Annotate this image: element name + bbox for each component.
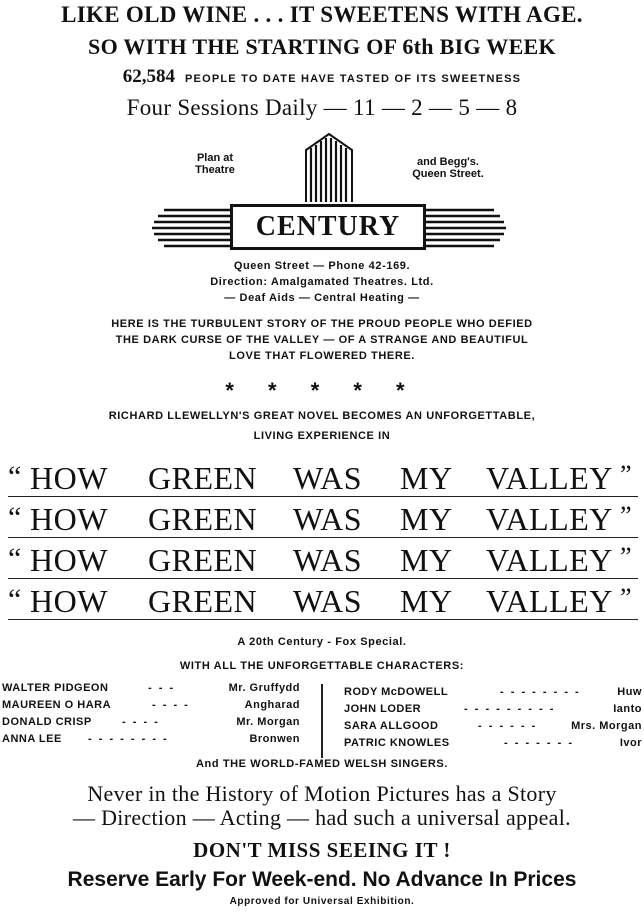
cast-row bbox=[344, 684, 642, 701]
cast-role: Mrs. Morgan bbox=[571, 720, 642, 732]
cast-leader: - - - - - - - - bbox=[88, 733, 169, 745]
cast-actor: SARA ALLGOOD bbox=[344, 720, 439, 732]
title-word-how: HOW bbox=[30, 542, 108, 578]
close-quote: ” bbox=[620, 460, 633, 489]
close-quote: ” bbox=[620, 542, 633, 571]
film-title-row bbox=[8, 581, 638, 620]
open-quote: “ bbox=[8, 542, 22, 575]
title-word-was: WAS bbox=[293, 583, 363, 619]
title-word-valley: VALLEY bbox=[486, 583, 613, 619]
cast-role: Angharad bbox=[244, 699, 300, 711]
never-in-history bbox=[0, 782, 644, 830]
cast-leader: - - - - bbox=[122, 716, 160, 728]
plan-at-theatre: Plan at Theatre bbox=[195, 152, 235, 176]
title-word-valley: VALLEY bbox=[486, 501, 613, 537]
dont-miss-banner: DON'T MISS SEEING IT ! bbox=[193, 838, 451, 862]
cast-actor: PATRIC KNOWLES bbox=[344, 737, 450, 749]
cast-actor: ANNA LEE bbox=[2, 733, 62, 745]
title-word-green: GREEN bbox=[148, 501, 258, 537]
story-line-2: THE DARK CURSE OF THE VALLEY — OF A STRANGE AND BEAUTIFUL bbox=[115, 334, 529, 346]
headline-line-2: SO WITH THE STARTING OF 6th BIG WEEK bbox=[88, 34, 556, 59]
star-divider: * * * * * bbox=[225, 378, 419, 403]
theatre-name: CENTURY bbox=[255, 211, 401, 242]
approved-line: Approved for Universal Exhibition. bbox=[229, 896, 415, 907]
title-word-my: MY bbox=[400, 583, 453, 619]
title-word-my: MY bbox=[400, 460, 453, 496]
cast-actor: DONALD CRISP bbox=[2, 716, 92, 728]
cast-actor: JOHN LODER bbox=[344, 703, 422, 715]
open-quote: “ bbox=[8, 583, 22, 616]
story-line-3: LOVE THAT FLOWERED THERE. bbox=[229, 350, 415, 362]
cast-leader: - - - bbox=[148, 682, 176, 694]
novel-line-2: LIVING EXPERIENCE IN bbox=[253, 430, 391, 442]
fox-special: A 20th Century - Fox Special. bbox=[237, 636, 407, 648]
title-word-my: MY bbox=[400, 542, 453, 578]
cast-actor: RODY McDOWELL bbox=[344, 686, 449, 698]
headline-line-1: LIKE OLD WINE . . . IT SWEETENS WITH AGE. bbox=[61, 2, 583, 27]
plan-at-beggs: and Begg's. Queen Street. bbox=[412, 156, 484, 180]
cast-list-right bbox=[344, 684, 642, 752]
cast-list-left bbox=[2, 680, 300, 748]
century-logo-box bbox=[230, 204, 426, 250]
story-line-1: HERE IS THE TURBULENT STORY OF THE PROUD PEOPLE WHO DEFIED bbox=[111, 318, 533, 330]
cast-role: Mr. Morgan bbox=[236, 716, 300, 728]
cast-row bbox=[344, 701, 642, 718]
cast-role: Ivor bbox=[619, 737, 642, 749]
title-word-how: HOW bbox=[30, 501, 108, 537]
cast-leader: - - - - - - - bbox=[504, 737, 574, 749]
film-title-row bbox=[8, 458, 638, 497]
title-word-valley: VALLEY bbox=[486, 542, 613, 578]
title-word-how: HOW bbox=[30, 460, 108, 496]
title-word-green: GREEN bbox=[148, 460, 258, 496]
welsh-singers: And THE WORLD-FAMED WELSH SINGERS. bbox=[195, 758, 448, 770]
title-word-green: GREEN bbox=[148, 583, 258, 619]
cast-role: Ianto bbox=[613, 703, 642, 715]
cast-row bbox=[2, 697, 300, 714]
reserve-early: Reserve Early For Week-end. No Advance In Prices bbox=[67, 868, 577, 891]
cast-leader: - - - - - - - - - bbox=[464, 703, 556, 715]
right-wing-icon bbox=[426, 202, 508, 252]
cast-leader: - - - - - - bbox=[478, 720, 538, 732]
cast-role: Mr. Gruffydd bbox=[228, 682, 300, 694]
film-title-row bbox=[8, 499, 638, 538]
theatre-logo bbox=[0, 132, 644, 310]
people-count: 62,584 bbox=[122, 66, 176, 87]
cast-leader: - - - - bbox=[152, 699, 190, 711]
cast-row bbox=[2, 680, 300, 697]
never-line-1: Never in the History of Motion Pictures has a Story bbox=[87, 781, 557, 806]
cast-divider bbox=[321, 684, 323, 758]
film-title-row bbox=[8, 540, 638, 579]
novel-line-1: RICHARD LLEWELLYN'S GREAT NOVEL BECOMES AN UNFORGETTABLE, bbox=[108, 410, 536, 422]
title-word-my: MY bbox=[400, 501, 453, 537]
cast-role: Bronwen bbox=[249, 733, 300, 745]
tower-icon bbox=[302, 132, 356, 202]
open-quote: “ bbox=[8, 460, 22, 493]
novel-blurb bbox=[0, 406, 644, 446]
with-all-characters: WITH ALL THE UNFORGETTABLE CHARACTERS: bbox=[179, 660, 465, 672]
title-word-was: WAS bbox=[293, 460, 363, 496]
cast-row bbox=[2, 731, 300, 748]
sessions-line: Four Sessions Daily — 11 — 2 — 5 — 8 bbox=[126, 95, 518, 120]
title-word-valley: VALLEY bbox=[486, 460, 613, 496]
title-word-green: GREEN bbox=[148, 542, 258, 578]
close-quote: ” bbox=[620, 501, 633, 530]
theatre-features: — Deaf Aids — Central Heating — bbox=[224, 292, 420, 304]
theatre-direction: Direction: Amalgamated Theatres. Ltd. bbox=[210, 276, 434, 288]
people-count-text: PEOPLE TO DATE HAVE TASTED OF ITS SWEETNESS bbox=[185, 73, 522, 85]
left-wing-icon bbox=[150, 202, 232, 252]
cast-row bbox=[2, 714, 300, 731]
title-word-was: WAS bbox=[293, 542, 363, 578]
cast-row bbox=[344, 735, 642, 752]
cast-row bbox=[344, 718, 642, 735]
cast-actor: MAUREEN O HARA bbox=[2, 699, 112, 711]
story-blurb bbox=[0, 316, 644, 364]
title-word-was: WAS bbox=[293, 501, 363, 537]
cast-leader: - - - - - - - - bbox=[500, 686, 581, 698]
title-word-how: HOW bbox=[30, 583, 108, 619]
cast-actor: WALTER PIDGEON bbox=[2, 682, 109, 694]
never-line-2: — Direction — Acting — had such a universal appeal. bbox=[73, 805, 571, 830]
people-count-line bbox=[0, 66, 644, 88]
close-quote: ” bbox=[620, 583, 633, 612]
theatre-address: Queen Street — Phone 42-169. bbox=[233, 260, 411, 272]
cast-role: Huw bbox=[617, 686, 642, 698]
open-quote: “ bbox=[8, 501, 22, 534]
